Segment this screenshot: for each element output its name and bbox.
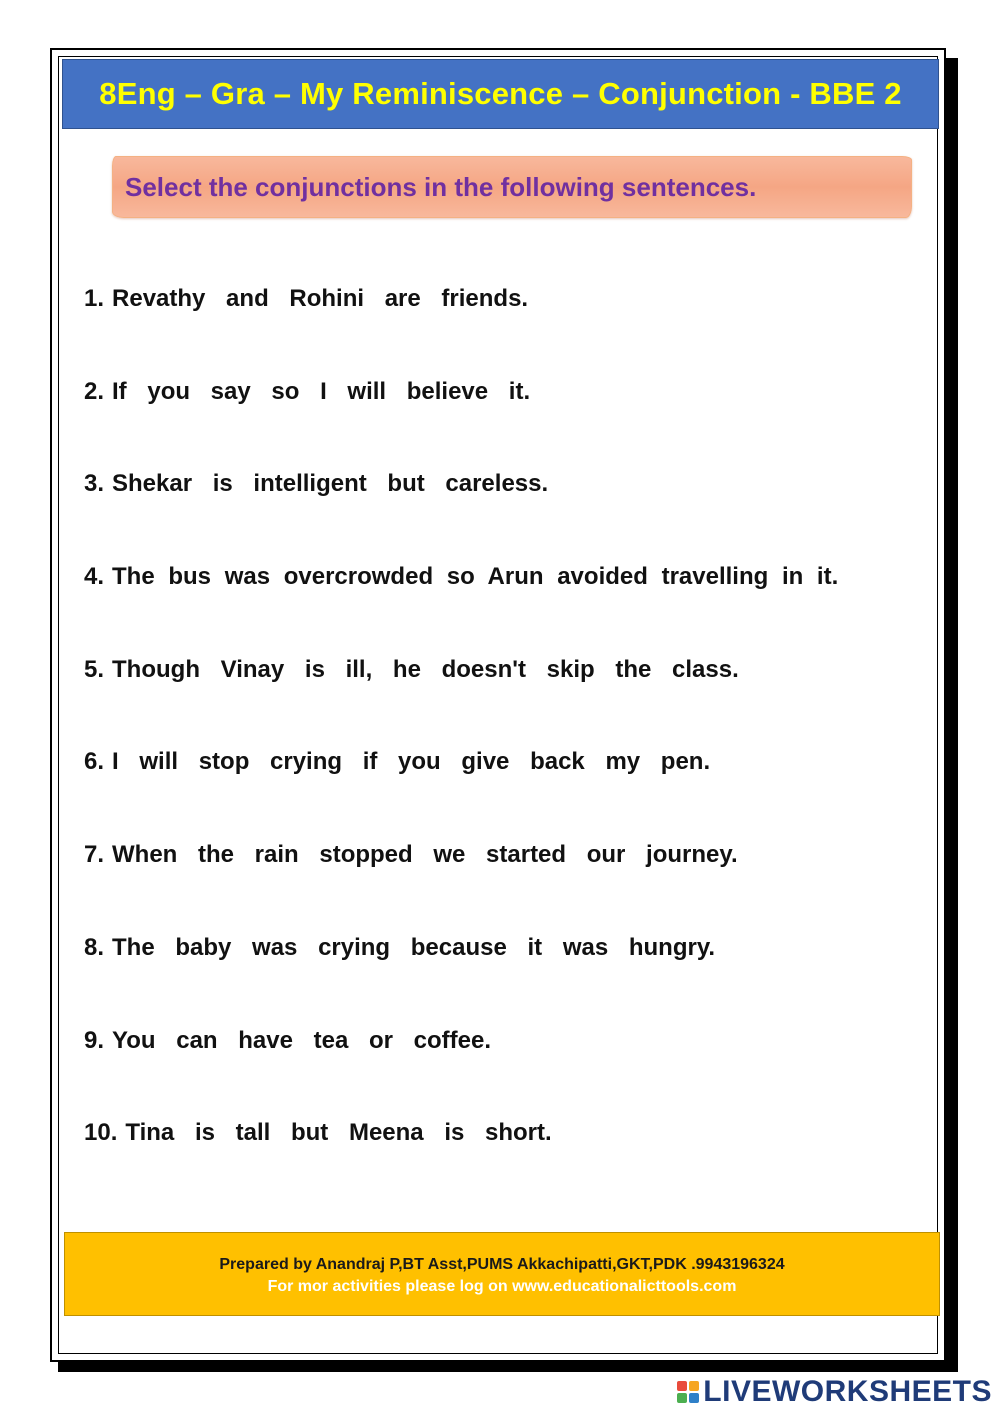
question-text[interactable]: Shekar is intelligent but careless. [112, 470, 549, 497]
question-text[interactable]: Revathy and Rohini are friends. [112, 285, 529, 312]
title-bar [62, 59, 939, 129]
question-number: 4. [84, 563, 105, 590]
question-10[interactable] [84, 1118, 552, 1148]
question-number: 1. [84, 285, 105, 312]
question-8[interactable] [84, 933, 715, 963]
footer-website: For mor activities please log on www.educationalicttools.com [267, 1278, 737, 1295]
question-number: 5. [84, 656, 105, 683]
question-number: 6. [84, 748, 105, 775]
question-7[interactable] [84, 840, 738, 870]
logo-square-v [677, 1393, 687, 1403]
question-1[interactable] [84, 284, 528, 314]
liveworksheets-watermark [677, 1376, 992, 1408]
page-title: 8Eng – Gra – My Reminiscence – Conjunction - BBE 2 [99, 76, 902, 111]
logo-square-l [677, 1381, 687, 1391]
instruction-banner [112, 156, 912, 218]
question-text[interactable]: The bus was overcrowded so Arun avoided travelling in it. [112, 563, 839, 590]
question-4[interactable] [84, 562, 838, 592]
question-3[interactable] [84, 469, 548, 499]
watermark-text: LIVEWORKSHEETS [703, 1375, 992, 1408]
footer-credits: Prepared by Anandraj P,BT Asst,PUMS Akkachipatti,GKT,PDK .9943196324 [219, 1256, 785, 1273]
question-text[interactable]: Tina is tall but Meena is short. [125, 1119, 552, 1146]
question-number: 9. [84, 1027, 105, 1054]
question-5[interactable] [84, 655, 739, 685]
worksheet-page [50, 48, 946, 1362]
logo-square-e [689, 1393, 699, 1403]
instruction-text: Select the conjunctions in the following sentences. [125, 171, 757, 202]
page-inner-border [58, 56, 938, 1354]
question-number: 3. [84, 470, 105, 497]
question-text[interactable]: I will stop crying if you give back my pen. [112, 748, 711, 775]
question-text[interactable]: If you say so I will believe it. [112, 378, 531, 405]
question-number: 10. [84, 1119, 118, 1146]
footer-banner [64, 1232, 940, 1316]
logo-square-i [689, 1381, 699, 1391]
question-text[interactable]: When the rain stopped we started our journey. [112, 841, 738, 868]
question-2[interactable] [84, 377, 530, 407]
question-text[interactable]: The baby was crying because it was hungry. [112, 934, 716, 961]
question-number: 2. [84, 378, 105, 405]
question-text[interactable]: Though Vinay is ill, he doesn't skip the class. [112, 656, 739, 683]
liveworksheets-logo-icon [677, 1381, 699, 1403]
question-9[interactable] [84, 1026, 491, 1056]
question-number: 7. [84, 841, 105, 868]
question-text[interactable]: You can have tea or coffee. [112, 1027, 492, 1054]
question-number: 8. [84, 934, 105, 961]
question-6[interactable] [84, 747, 710, 777]
